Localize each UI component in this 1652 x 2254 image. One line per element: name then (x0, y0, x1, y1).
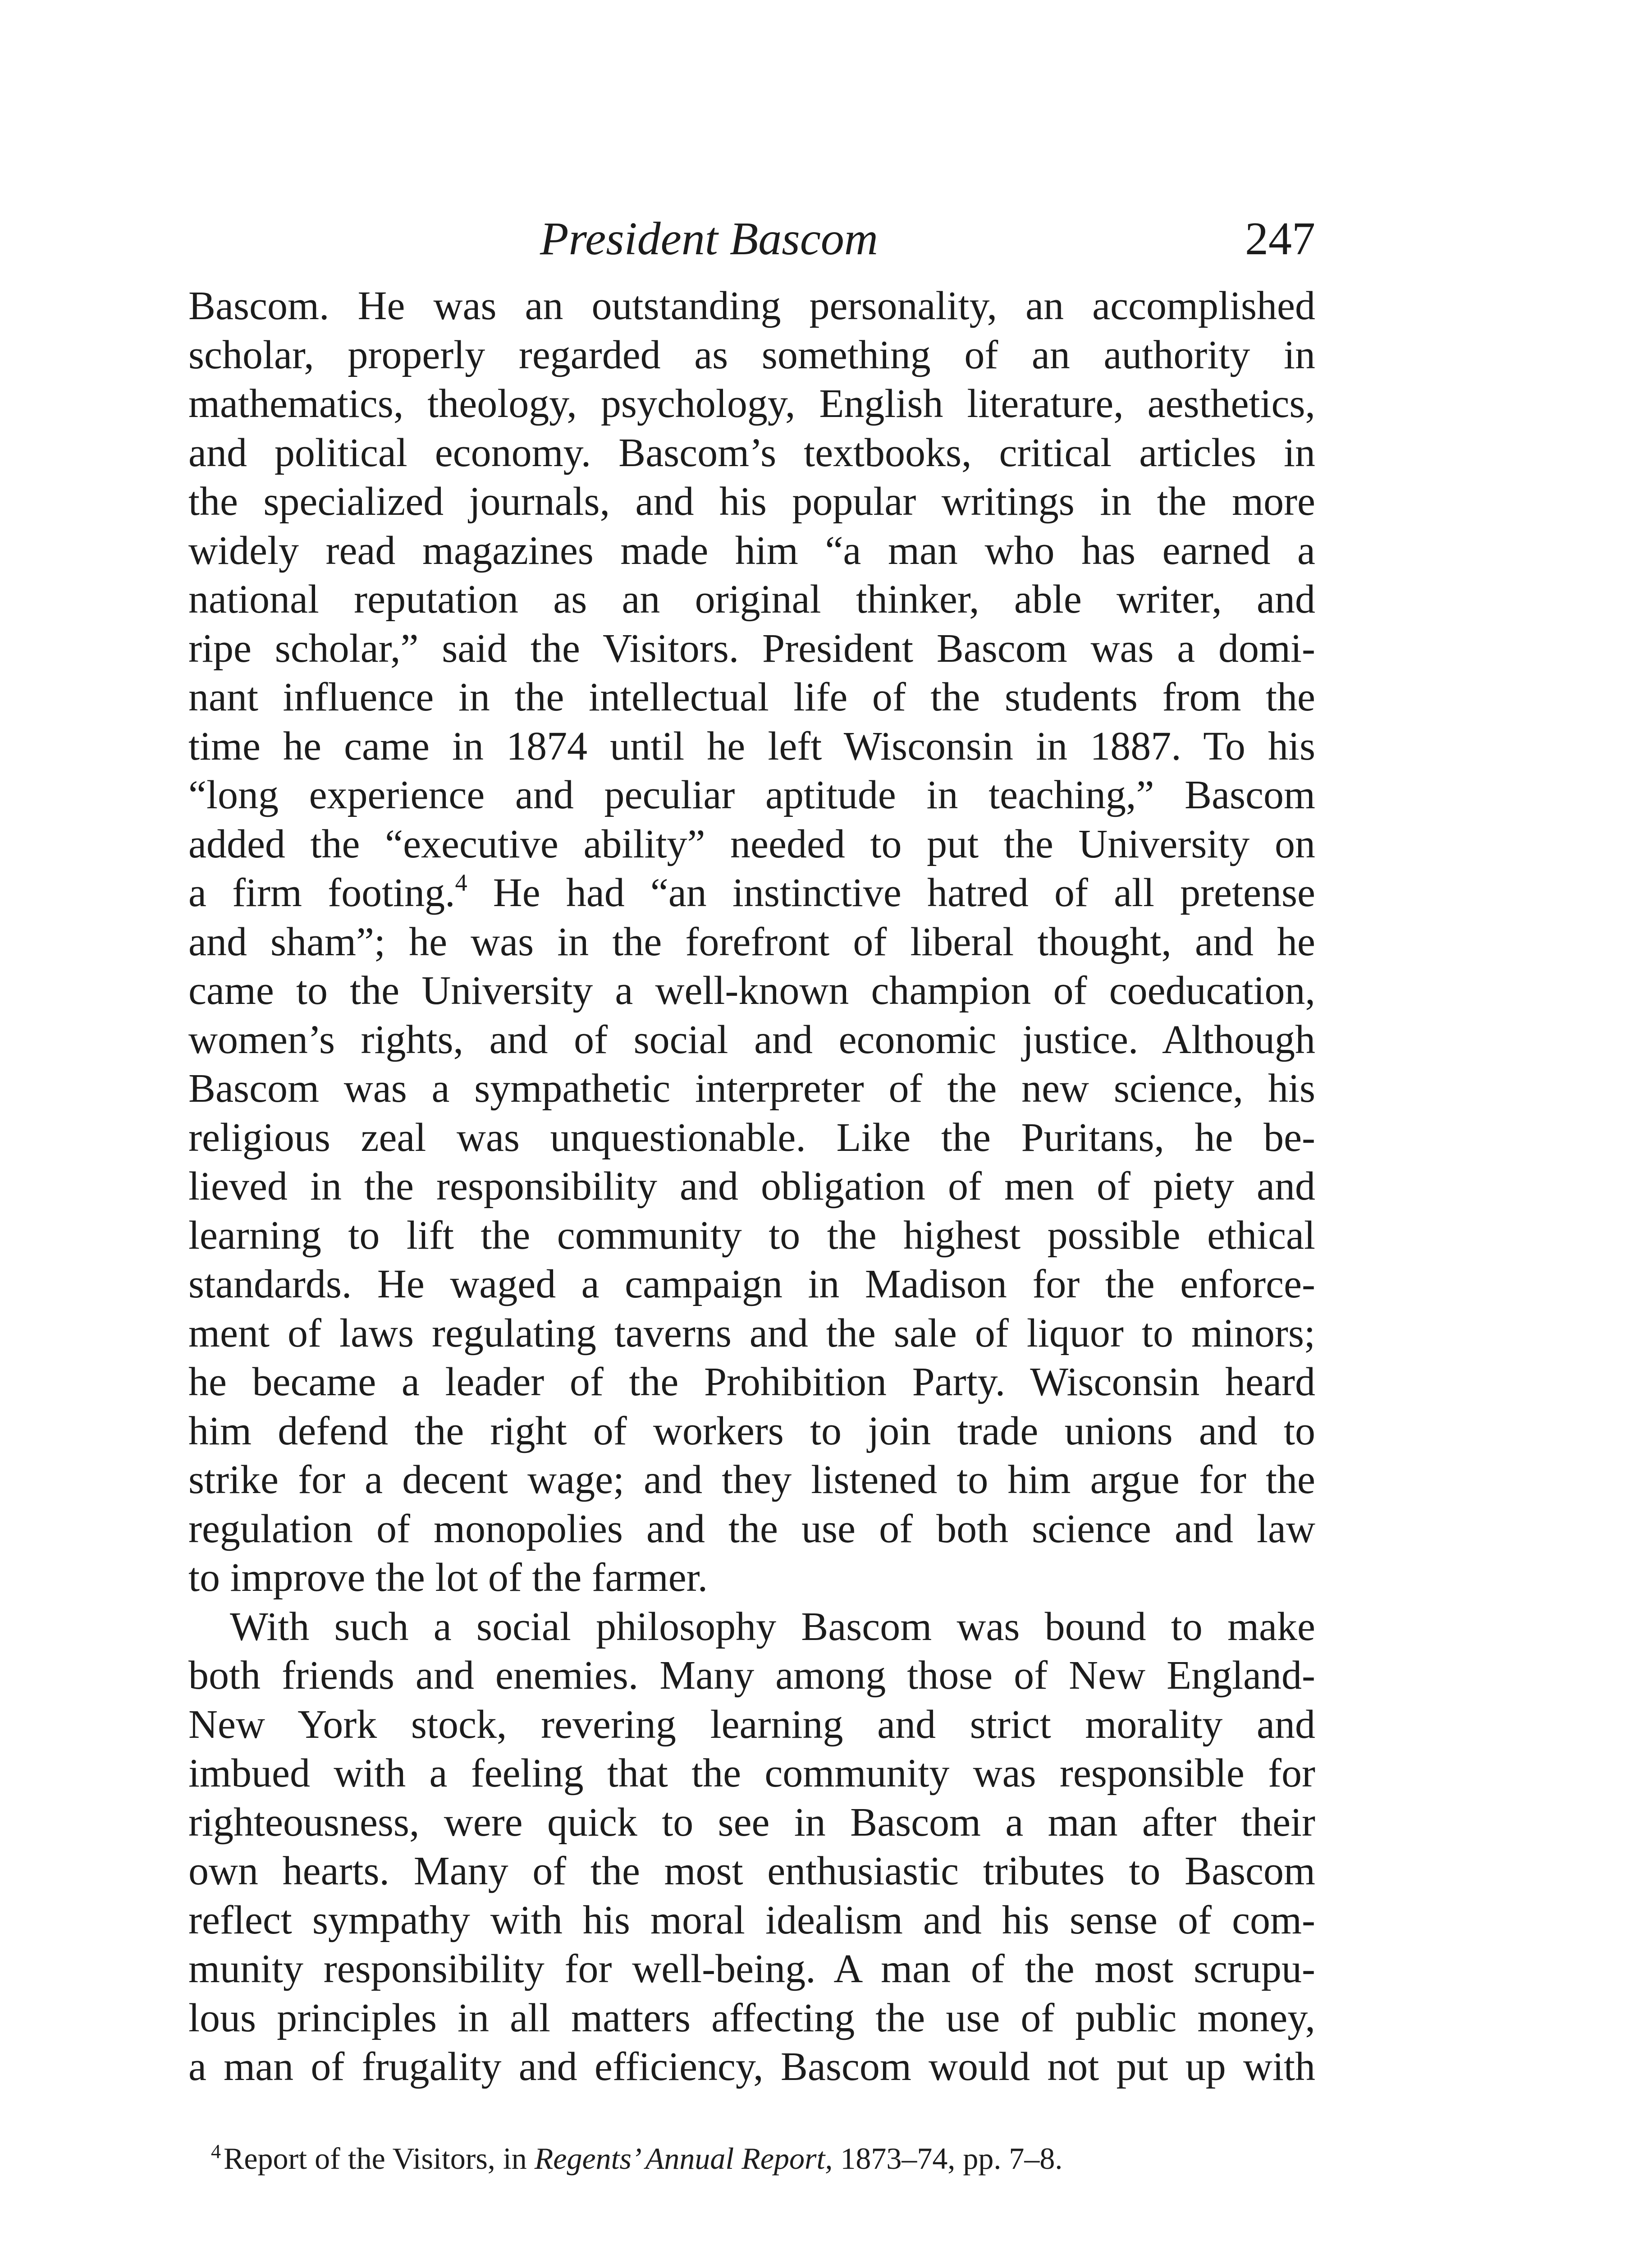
running-title: President Bascom (540, 213, 878, 265)
footnote-text: Report of the Visitors, in (224, 2141, 535, 2176)
text-line: scholar, properly regarded as something of an authority in (188, 332, 1315, 377)
text-line: standards. He waged a campaign in Madison for the enforce- (188, 1262, 1315, 1306)
text-line: the specialized journals, and his popular writings in the more (188, 479, 1315, 524)
text-line: lous principles in all matters affecting the use of public money, (188, 1995, 1315, 2040)
text-line: righteousness, were quick to see in Bascom a man after their (188, 1800, 1315, 1845)
footnote-source-title: Regents’ Annual Report, (534, 2141, 833, 2176)
footnote-marker: 4 (211, 2140, 221, 2162)
text-line: him defend the right of workers to join trade unions and to (188, 1408, 1315, 1453)
text-line: both friends and enemies. Many among those of New England- (188, 1653, 1315, 1698)
text-segment: He had “an instinctive hatred of all pretense (467, 870, 1315, 915)
text-line: and political economy. Bascom’s textbooks, critical articles in (188, 430, 1315, 475)
text-line: munity responsibility for well-being. A man of the most scrupu- (188, 1947, 1315, 1991)
text-line: ripe scholar,” said the Visitors. President Bascom was a domi- (188, 626, 1315, 671)
running-head (188, 205, 1315, 273)
text-line: regulation of monopolies and the use of both science and law (188, 1506, 1315, 1551)
text-line: women’s rights, and of social and economic justice. Although (188, 1017, 1315, 1062)
text-line: a man of frugality and efficiency, Bascom would not put up with (188, 2044, 1315, 2089)
text-line: time he came in 1874 until he left Wisconsin in 1887. To his (188, 724, 1315, 769)
text-line: learning to lift the community to the highest possible ethical (188, 1213, 1315, 1258)
text-line: ment of laws regulating taverns and the sale of liquor to minors; (188, 1310, 1315, 1356)
text-line: added the “executive ability” needed to put the University on (188, 821, 1315, 866)
text-line: and sham”; he was in the forefront of liberal thought, and he (188, 919, 1315, 964)
footnote-reference[interactable]: 4 (455, 869, 467, 896)
text-line: strike for a decent wage; and they listened to him argue for the (188, 1457, 1315, 1502)
text-line: own hearts. Many of the most enthusiastic tributes to Bascom (188, 1849, 1315, 1893)
text-line: national reputation as an original thinker, able writer, and (188, 577, 1315, 622)
page-number: 247 (1245, 213, 1315, 265)
text-line: New York stock, revering learning and strict morality and (188, 1702, 1315, 1747)
text-line: reflect sympathy with his moral idealism and his sense of com- (188, 1897, 1315, 1942)
text-line: With such a social philosophy Bascom was bound to make (230, 1604, 1315, 1649)
text-line: he became a leader of the Prohibition Party. Wisconsin heard (188, 1360, 1315, 1404)
text-line: came to the University a well-known champion of coeducation, (188, 968, 1315, 1013)
text-line: Bascom. He was an outstanding personality, an accomplished (188, 284, 1315, 328)
body-text (188, 282, 1315, 2092)
footnote (188, 2136, 1315, 2181)
text-line: to improve the lot of the farmer. (188, 1555, 708, 1600)
text-segment: a firm footing. (188, 870, 455, 915)
text-line: nant influence in the intellectual life of the students from the (188, 675, 1315, 719)
text-line: lieved in the responsibility and obligation of men of piety and (188, 1164, 1315, 1209)
text-line-with-footnote-ref (188, 869, 1315, 918)
text-line: “long experience and peculiar aptitude in teaching,” Bascom (188, 773, 1315, 817)
text-line: imbued with a feeling that the community was responsible for (188, 1751, 1315, 1796)
text-line: Bascom was a sympathetic interpreter of the new science, his (188, 1066, 1315, 1111)
text-line: mathematics, theology, psychology, English literature, aesthetics, (188, 381, 1315, 426)
text-line: widely read magazines made him “a man who has earned a (188, 528, 1315, 573)
footnote-text: 1873–74, pp. 7–8. (833, 2141, 1063, 2176)
text-line: religious zeal was unquestionable. Like the Puritans, he be- (188, 1115, 1315, 1160)
